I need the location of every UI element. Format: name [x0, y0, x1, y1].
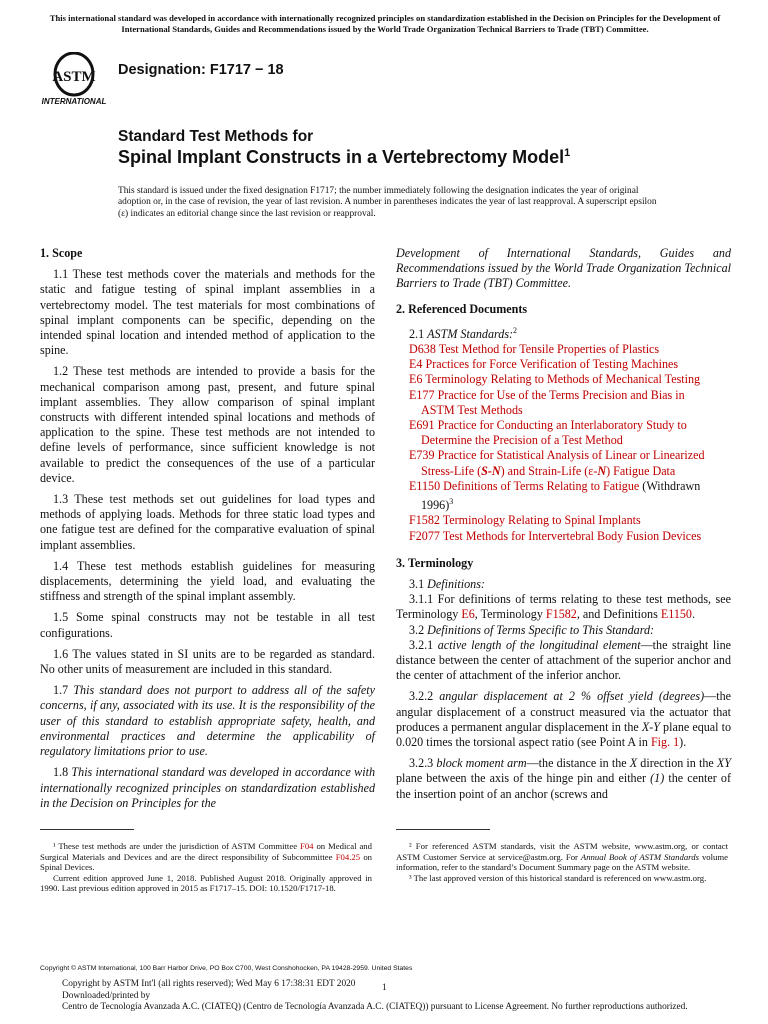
fn2-b: volume information, refer to the standard’s Document Summary page on the ASTM website.: [396, 851, 728, 873]
issue-note: This standard is issued under the fixed designation F1717; the number immediately following the designation indicates the year of original adoption or, in the case of revision, the year of last revision. A number in parentheses indicates the year of last reapproval. A superscript epsilon (ε) indicates an editorial change since the last revision or reapproval.: [118, 186, 657, 219]
ref-code-e739[interactable]: E739: [409, 448, 435, 463]
t323-num: 3.2.3: [409, 756, 434, 771]
scope-1-8-continued: Development of International Standards, Guides and Recommendations issued by the World Trade Organization Technical Barriers to Trade (TBT) Committee.: [396, 246, 731, 291]
t323-1: (1): [650, 771, 665, 786]
scope-1-7-num: 1.7: [53, 683, 69, 698]
ref-title[interactable]: Practice for Conducting an Interlaboratory Study to: [437, 418, 687, 433]
fn1-link-f0425[interactable]: F04.25: [335, 851, 361, 862]
scope-1-2: 1.2 These test methods are intended to provide a basis for the mechanical comparison among past, present, and future spinal implant assemblies. They allow comparison of spinal implant constructs with different intended spinal locations and methods of application to the spine. These test methods are not intended to define levels of performance, since sufficient knowledge is not available to predict the consequences of the use of a particular device.: [40, 364, 375, 485]
download-notice: [62, 979, 742, 1014]
title-footnote-mark: 1: [564, 147, 571, 159]
title-line-1: Standard Test Methods for: [118, 128, 314, 145]
t323-x: X: [629, 756, 638, 771]
footnote-rule-right: [396, 829, 490, 830]
t322-xy: X-Y: [641, 719, 660, 734]
scope-heading: 1. Scope: [40, 246, 83, 260]
ref-item: [396, 372, 731, 387]
t323-c: plane between the axis of the hinge pin and either: [396, 771, 651, 786]
copyright-line: Copyright © ASTM International, 100 Barr Harbor Drive, PO Box C700, West Conshohocken, PA 19428-2959. United States: [40, 965, 413, 972]
fn1-c: on Spinal Devices.: [40, 851, 373, 873]
astm-logo: [40, 52, 112, 108]
fn1-b: on Medical and Surgical Materials and Devices and are the direct responsibility of Subcommittee: [40, 841, 372, 862]
refdocs-sub-num: 2.1: [409, 326, 425, 341]
fn1-link-f04[interactable]: F04: [299, 841, 314, 851]
ref-list: [396, 342, 731, 448]
astm-logo-text: ASTM: [52, 69, 96, 85]
e739-n: N: [597, 463, 607, 478]
term-3-1-1: [396, 592, 731, 622]
footnote-1: [40, 841, 372, 873]
ref-item: [396, 418, 731, 448]
ref-item-e1150: [396, 479, 731, 513]
refdocs-subheading: [396, 323, 731, 342]
t322-c: ).: [679, 734, 687, 749]
ref-cont-e739[interactable]: [409, 464, 731, 479]
scope-1-8-num: 1.8: [53, 765, 69, 780]
t323-a: —the distance in the: [526, 756, 630, 771]
ref-item: [396, 342, 731, 357]
ref-code-f2077[interactable]: F2077: [409, 528, 440, 543]
ref-code-f1582[interactable]: F1582: [409, 513, 440, 528]
scope-1-8-text: This international standard was developed in accordance with internationally recognized principles on standardization established in the Decision on Principles for the: [40, 765, 375, 810]
footnote-2: [396, 841, 728, 873]
right-column: [396, 246, 731, 808]
e1150-sup: 3: [449, 497, 454, 507]
top-notice: This international standard was developed in accordance with internationally recognized principles on standardization established in the Decision on Principles for the Development of International Standards, Guides and Recommendations issued by the World Trade Organization Technical Barriers to Trade (TBT) Committee.: [49, 13, 721, 34]
ref-title-f2077[interactable]: Test Methods for Intervertebral Body Fusion Devices: [442, 528, 702, 543]
ref-title-e1150[interactable]: Definitions of Terms Relating to Fatigue: [443, 478, 640, 493]
t311-link-f1582[interactable]: F1582: [545, 607, 577, 622]
footnote-right: [396, 841, 728, 883]
fn1-a: ¹ These test methods are under the jurisdiction of ASTM Committee: [53, 841, 300, 851]
ref-item: [396, 357, 731, 372]
scope-1-3: 1.3 These test methods set out guidelines for load types and methods of applying loads. Methods for three static load types and one fatigue test are defined for the comparative evaluation of spinal implant assemblies.: [40, 492, 375, 552]
t322-link-fig1[interactable]: Fig. 1: [650, 734, 680, 749]
t323-term: block moment arm: [436, 756, 527, 771]
t322-b: plane equal to 0.020 times the torsional aspect ratio (see Point A in: [396, 719, 731, 749]
scope-1-7-text: This standard does not purport to address all of the safety concerns, if any, associated with its use. It is the responsibility of the user of this standard to establish appropriate safety, health, and environmental practices and determine the applicability of regulatory limitations prior to use.: [40, 683, 375, 759]
t311-b: , Terminology: [474, 607, 546, 622]
title-line-2: [118, 147, 570, 168]
e739-b: ) and Strain-Life (ε-: [500, 463, 598, 478]
ref-code[interactable]: E691: [409, 418, 435, 433]
designation: Designation: F1717 − 18: [118, 62, 284, 78]
t323-b: direction in the: [637, 756, 717, 771]
e739-a: Stress-Life (: [421, 463, 482, 478]
fn2-a: ² For referenced ASTM standards, visit the ASTM website, www.astm.org, or contact ASTM Customer Service at service@astm.org. For: [396, 841, 728, 862]
footnote-1-edition: Current edition approved June 1, 2018. Published August 2018. Originally approved in 1990. Last previous edition approved in 2015 as F1717–15. DOI: 10.1520/F1717-18.: [40, 872, 372, 894]
t321-term: active length of the longitudinal element: [437, 637, 641, 652]
t321-num: 3.2.1: [409, 637, 434, 652]
scope-1-8: [40, 765, 375, 811]
t323-xy: XY: [716, 756, 731, 771]
t322-a: —the angular displacement of a construct measured via the actuator that produces a permanent angular displacement in the: [396, 689, 731, 734]
ref-item-f1582: [396, 513, 731, 528]
ref-title-f1582[interactable]: Terminology Relating to Spinal Implants: [442, 513, 641, 528]
download-line-3: Centro de Tecnología Avanzada A.C. (CIATEQ) (Centro de Tecnología Avanzada A.C. (CIATEQ)) pursuant to License Agreement. No further reproductions authorized.: [62, 1002, 688, 1012]
page-number: 1: [382, 983, 387, 993]
ref-title-continued[interactable]: ASTM Test Methods: [421, 402, 523, 417]
ref-item-e739: [396, 448, 731, 478]
ref-title[interactable]: Practices for Force Verification of Testing Machines: [425, 357, 679, 372]
term-3-1-num: 3.1: [409, 576, 425, 591]
t323-d: the center of the insertion point of an anchor (screws and: [396, 771, 731, 801]
fn2-it: Annual Book of ASTM Standards: [580, 851, 699, 862]
t311-a: 3.1.1 For definitions of terms relating to these test methods, see Terminology: [396, 592, 731, 622]
e739-c: ) Fatigue Data: [606, 463, 676, 478]
ref-title-continued[interactable]: Determine the Precision of a Test Method: [421, 433, 623, 448]
footnote-3: ³ The last approved version of this historical standard is referenced on www.astm.org.: [409, 872, 707, 883]
t311-d: .: [691, 607, 695, 622]
refdocs-heading: 2. Referenced Documents: [396, 301, 528, 316]
ref-code[interactable]: D638: [409, 342, 436, 357]
scope-1-6: 1.6 The values stated in SI units are to be regarded as standard. No other units of measurement are included in this standard.: [40, 646, 375, 677]
ref-title[interactable]: Test Method for Tensile Properties of Plastics: [438, 342, 660, 357]
scope-1-5: 1.5 Some spinal constructs may not be testable in all test configurations.: [40, 610, 375, 640]
ref-item: [396, 388, 731, 418]
term-3-2-num: 3.2: [409, 622, 425, 637]
term-3-2-2: [396, 689, 731, 750]
title-main: Spinal Implant Constructs in a Vertebrectomy Model: [118, 147, 565, 167]
e1150-year: 1996): [421, 498, 450, 513]
ref-item-f2077: [396, 529, 731, 544]
t311-link-e1150[interactable]: E1150: [660, 607, 692, 622]
ref-title[interactable]: Terminology Relating to Methods of Mechanical Testing: [425, 372, 701, 387]
t321-text: —the straight line distance between the center of attachment of the superior anchor and the center of attachment of the inferior anchor.: [396, 637, 731, 683]
ref-note-e1150: (Withdrawn: [639, 478, 701, 493]
astm-logo-subtext: INTERNATIONAL: [41, 97, 107, 106]
ref-title[interactable]: Practice for Use of the Terms Precision and Bias in: [437, 387, 685, 402]
term-3-2-1: [396, 638, 731, 684]
refdocs-sub-label: ASTM Standards:: [427, 326, 514, 341]
term-3-1: [396, 577, 731, 592]
ref-code[interactable]: E4: [409, 357, 423, 372]
scope-1-7: [40, 683, 375, 759]
footnote-left: [40, 841, 372, 894]
term-3-2-3: [396, 756, 731, 802]
terminology-heading: 3. Terminology: [396, 555, 474, 570]
t311-link-e6[interactable]: E6: [461, 607, 475, 622]
ref-title-e739[interactable]: Practice for Statistical Analysis of Linear or Linearized: [437, 448, 705, 463]
e739-sn: S-N: [481, 463, 501, 478]
ref-code-e1150[interactable]: E1150: [409, 478, 441, 493]
download-line-2: Downloaded/printed by: [62, 990, 151, 1001]
ref-code[interactable]: E177: [409, 387, 435, 402]
ref-cont-e1150: [409, 494, 731, 513]
scope-1-1: 1.1 These test methods cover the materials and methods for the static and fatigue testing of spinal implant assemblies in a vertebrectomy model. The test materials for most combinations of spinal implant components can be specific, depending on the intended spinal location and intended method of application to the spine.: [40, 267, 375, 358]
term-3-1-label: Definitions:: [427, 576, 485, 591]
t322-num: 3.2.2: [409, 689, 434, 704]
term-3-2-label: Definitions of Terms Specific to This Standard:: [427, 622, 655, 637]
scope-1-4: 1.4 These test methods establish guidelines for measuring displacements, determining the yield load, and evaluating the stiffness and strength of the spinal implant assembly.: [40, 558, 375, 604]
download-line-1: Copyright by ASTM Int'l (all rights reserved); Wed May 6 17:38:31 EDT 2020: [62, 979, 356, 989]
term-3-2: [396, 623, 731, 638]
footnote-rule-left: [40, 829, 134, 830]
left-column: [40, 246, 375, 817]
t322-term: angular displacement at 2 % offset yield (degrees): [439, 689, 705, 704]
ref-code[interactable]: E6: [409, 372, 423, 387]
t311-c: , and Definitions: [576, 607, 661, 622]
refdocs-sub-sup: 2: [513, 325, 518, 335]
